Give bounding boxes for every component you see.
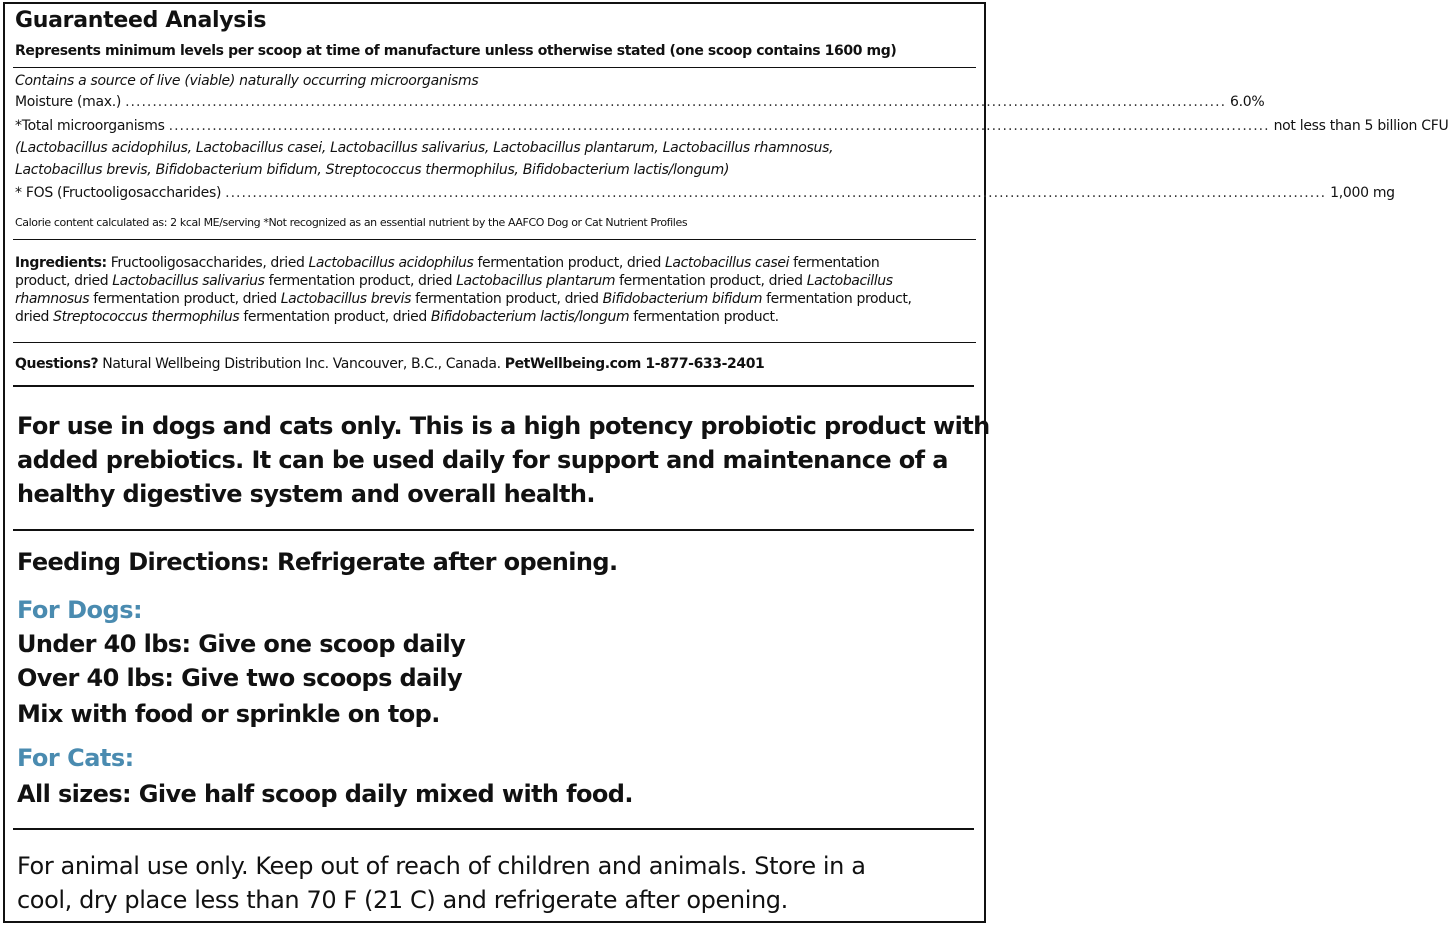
dogs-direction: Over 40 lbs: Give two scoops daily — [17, 664, 462, 692]
warning-line: cool, dry place less than 70 F (21 C) and refrigerate after opening. — [17, 886, 788, 914]
analysis-row-microorganisms — [15, 118, 1448, 135]
ingredient-text: fermentation product, dried — [473, 255, 666, 271]
ingredient-strain: Lactobacillus plantarum — [456, 273, 616, 289]
dot-leader: .......................................................................................................................................................................................................... — [168, 118, 1270, 134]
analysis-subtitle: Represents minimum levels per scoop at time of manufacture unless otherwise stated (one scoop contains 1600 mg) — [15, 43, 897, 59]
ingredients-line — [15, 308, 972, 326]
ingredient-text: fermentation product, dried — [239, 309, 431, 325]
dogs-direction: Under 40 lbs: Give one scoop daily — [17, 630, 466, 658]
ingredient-text: fermentation product, dried — [89, 291, 281, 307]
dot-leader: .......................................................................................................................................................................................................... — [125, 94, 1227, 110]
ingredients-line — [15, 272, 972, 290]
strains-line: (Lactobacillus acidophilus, Lactobacillus casei, Lactobacillus salivarius, Lactobacillus plantarum, Lactobacillus rhamnosus, — [15, 140, 834, 156]
ingredient-text: fermentation product, dried — [411, 291, 603, 307]
ingredient-strain: rhamnosus — [15, 291, 90, 307]
ingredient-text: fermentation product, dried — [264, 273, 457, 289]
ingredient-strain: Bifidobacterium lactis/longum — [430, 309, 630, 325]
warning-line: For animal use only. Keep out of reach of children and animals. Store in a — [17, 852, 866, 880]
ingredients-line — [15, 254, 972, 272]
row-label: Moisture (max.) — [15, 94, 122, 110]
ingredient-text: dried — [15, 309, 54, 325]
ingredient-strain: Lactobacillus casei — [665, 255, 790, 271]
cats-heading: For Cats: — [17, 744, 134, 772]
analysis-title: Guaranteed Analysis — [15, 8, 267, 33]
ingredient-strain: Lactobacillus salivarius — [112, 273, 265, 289]
dot-leader: .......................................................................................................................................................................................................... — [225, 185, 1327, 201]
website-text: PetWellbeing.com — [504, 356, 641, 372]
dogs-direction: Mix with food or sprinkle on top. — [17, 700, 440, 728]
dogs-heading: For Dogs: — [17, 596, 143, 624]
calorie-note: Calorie content calculated as: 2 kcal ME/serving *Not recognized as an essential nutrient by the AAFCO Dog or Cat Nutrient Profiles — [15, 216, 688, 229]
cats-direction: All sizes: Give half scoop daily mixed with food. — [17, 780, 633, 808]
use-line: added prebiotics. It can be used daily for support and maintenance of a — [17, 446, 948, 474]
ingredients-line — [15, 290, 972, 308]
ingredient-text: fermentation product. — [629, 309, 779, 325]
use-line: healthy digestive system and overall health. — [17, 480, 595, 508]
ingredient-text: product, dried — [15, 273, 113, 289]
feeding-title: Feeding Directions: Refrigerate after opening. — [17, 548, 618, 576]
strains-line: Lactobacillus brevis, Bifidobacterium bifidum, Streptococcus thermophilus, Bifidobacterium lactis/longum) — [15, 162, 730, 178]
analysis-row-moisture — [15, 94, 1265, 111]
row-value: not less than 5 billion CFU — [1273, 118, 1448, 134]
ingredients-block — [15, 254, 972, 326]
company-text: Natural Wellbeing Distribution Inc. Vancouver, B.C., Canada. — [98, 356, 505, 372]
divider — [13, 828, 974, 830]
storage-warning — [17, 849, 866, 917]
divider — [13, 529, 974, 531]
ingredient-strain: Lactobacillus acidophilus — [308, 255, 474, 271]
ingredient-text: Fructooligosaccharides, dried — [106, 255, 309, 271]
divider — [13, 239, 976, 240]
source-note: Contains a source of live (viable) naturally occurring microorganisms — [15, 73, 479, 89]
questions-heading: Questions? — [15, 356, 99, 372]
ingredient-strain: Lactobacillus — [806, 273, 893, 289]
phone-text: 1-877-633-2401 — [640, 356, 765, 372]
ingredients-heading: Ingredients: — [15, 255, 107, 271]
row-label: *Total microorganisms — [15, 118, 165, 134]
row-value: 1,000 mg — [1330, 185, 1395, 201]
divider — [13, 342, 976, 343]
product-label — [3, 2, 1448, 923]
ingredient-strain: Streptococcus thermophilus — [53, 309, 240, 325]
divider — [13, 385, 974, 387]
row-label: * FOS (Fructooligosaccharides) — [15, 185, 222, 201]
questions-line — [15, 356, 764, 372]
row-value: 6.0% — [1230, 94, 1265, 110]
ingredient-strain: Lactobacillus brevis — [280, 291, 412, 307]
use-line: For use in dogs and cats only. This is a high potency probiotic product with — [17, 412, 990, 440]
ingredient-text: fermentation product, — [762, 291, 912, 307]
ingredient-strain: Bifidobacterium bifidum — [602, 291, 763, 307]
divider — [13, 67, 976, 68]
analysis-row-fos — [15, 185, 1395, 202]
ingredient-text: fermentation product, dried — [615, 273, 807, 289]
ingredient-text: fermentation — [789, 255, 880, 271]
use-statement — [17, 409, 990, 511]
